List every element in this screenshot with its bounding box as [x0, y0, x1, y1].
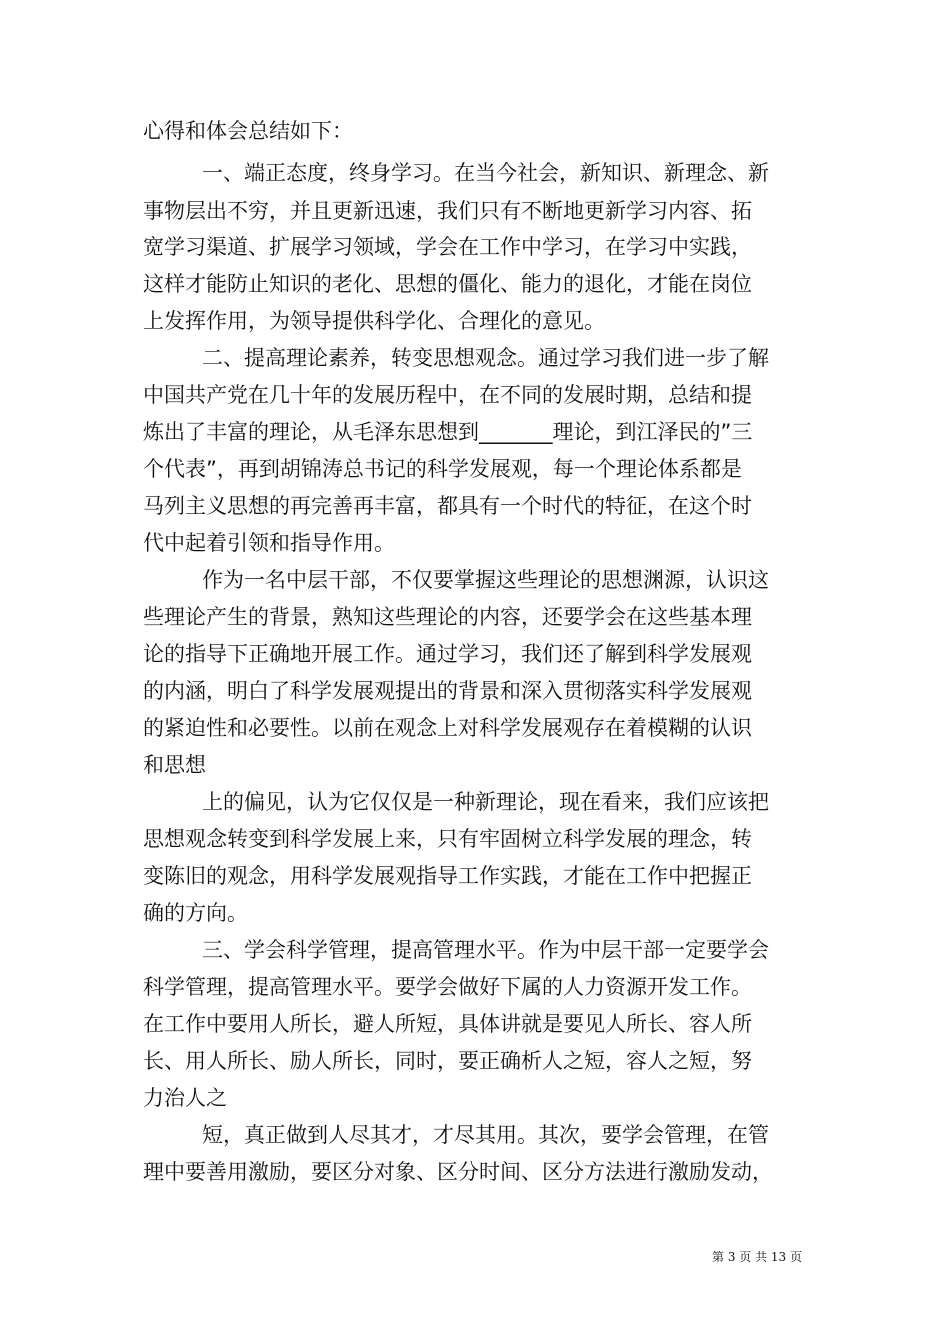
text-line: 的紧迫性和必要性。以前在观念上对科学发展观存在着模糊的认识 — [143, 716, 752, 740]
text-line: 二、提高理论素养，转变思想观念。通过学习我们进一步了解 — [202, 346, 769, 370]
text-line: 这样才能防止知识的老化、思想的僵化、能力的退化，才能在岗位 — [143, 272, 752, 296]
text-line: 中国共产党在几十年的发展历程中，在不同的发展时期，总结和提 — [143, 383, 752, 407]
text-line: 短，真正做到人尽其才，才尽其用。其次，要学会管理，在管 — [202, 1123, 769, 1147]
text-line: 些理论产生的背景，熟知这些理论的内容，还要学会在这些基本理 — [143, 605, 752, 629]
text-line: 个代表”，再到胡锦涛总书记的科学发展观，每一个理论体系都是 — [143, 457, 742, 481]
text-line: 变陈旧的观念，用科学发展观指导工作实践，才能在工作中把握正 — [143, 864, 752, 888]
text-line: 长、用人所长、励人所长，同时，要正确析人之短，容人之短，努 — [143, 1049, 752, 1073]
text-line: 代中起着引领和指导作用。 — [143, 531, 395, 555]
text-line: 确的方向。 — [143, 901, 248, 925]
text-line: 作为一名中层干部，不仅要掌握这些理论的思想渊源，认识这 — [202, 568, 769, 592]
text-line: 力治人之 — [143, 1086, 227, 1110]
text-line: 炼出了丰富的理论，从毛泽东思想到_______理论，到江泽民的”三 — [143, 420, 753, 444]
text-line: 上的偏见，认为它仅仅是一种新理论，现在看来，我们应该把 — [202, 790, 769, 814]
text-line: 思想观念转变到科学发展上来，只有牢固树立科学发展的理念，转 — [143, 827, 752, 851]
text-line: 科学管理，提高管理水平。要学会做好下属的人力资源开发工作。 — [143, 975, 752, 999]
text-line: 一、端正态度，终身学习。在当今社会，新知识、新理念、新 — [202, 161, 769, 185]
text-line: 心得和体会总结如下： — [143, 119, 353, 143]
text-line: 理中要善用激励，要区分对象、区分时间、区分方法进行激励发动， — [143, 1160, 773, 1184]
text-line: 上发挥作用，为领导提供科学化、合理化的意见。 — [143, 309, 605, 333]
text-line: 论的指导下正确地开展工作。通过学习，我们还了解到科学发展观 — [143, 642, 752, 666]
text-line: 在工作中要用人所长，避人所短，具体讲就是要见人所长、容人所 — [143, 1012, 752, 1036]
page-number-footer: 第 3 页 共 13 页 — [712, 1250, 802, 1264]
text-line: 事物层出不穷，并且更新迅速，我们只有不断地更新学习内容、拓 — [143, 199, 752, 223]
text-line: 和思想 — [143, 753, 206, 777]
text-line: 马列主义思想的再完善再丰富，都具有一个时代的特征，在这个时 — [143, 494, 752, 518]
text-line: 的内涵，明白了科学发展观提出的背景和深入贯彻落实科学发展观 — [143, 679, 752, 703]
text-line: 三、学会科学管理，提高管理水平。作为中层干部一定要学会 — [202, 938, 769, 962]
text-line: 宽学习渠道、扩展学习领域，学会在工作中学习，在学习中实践， — [143, 235, 752, 259]
